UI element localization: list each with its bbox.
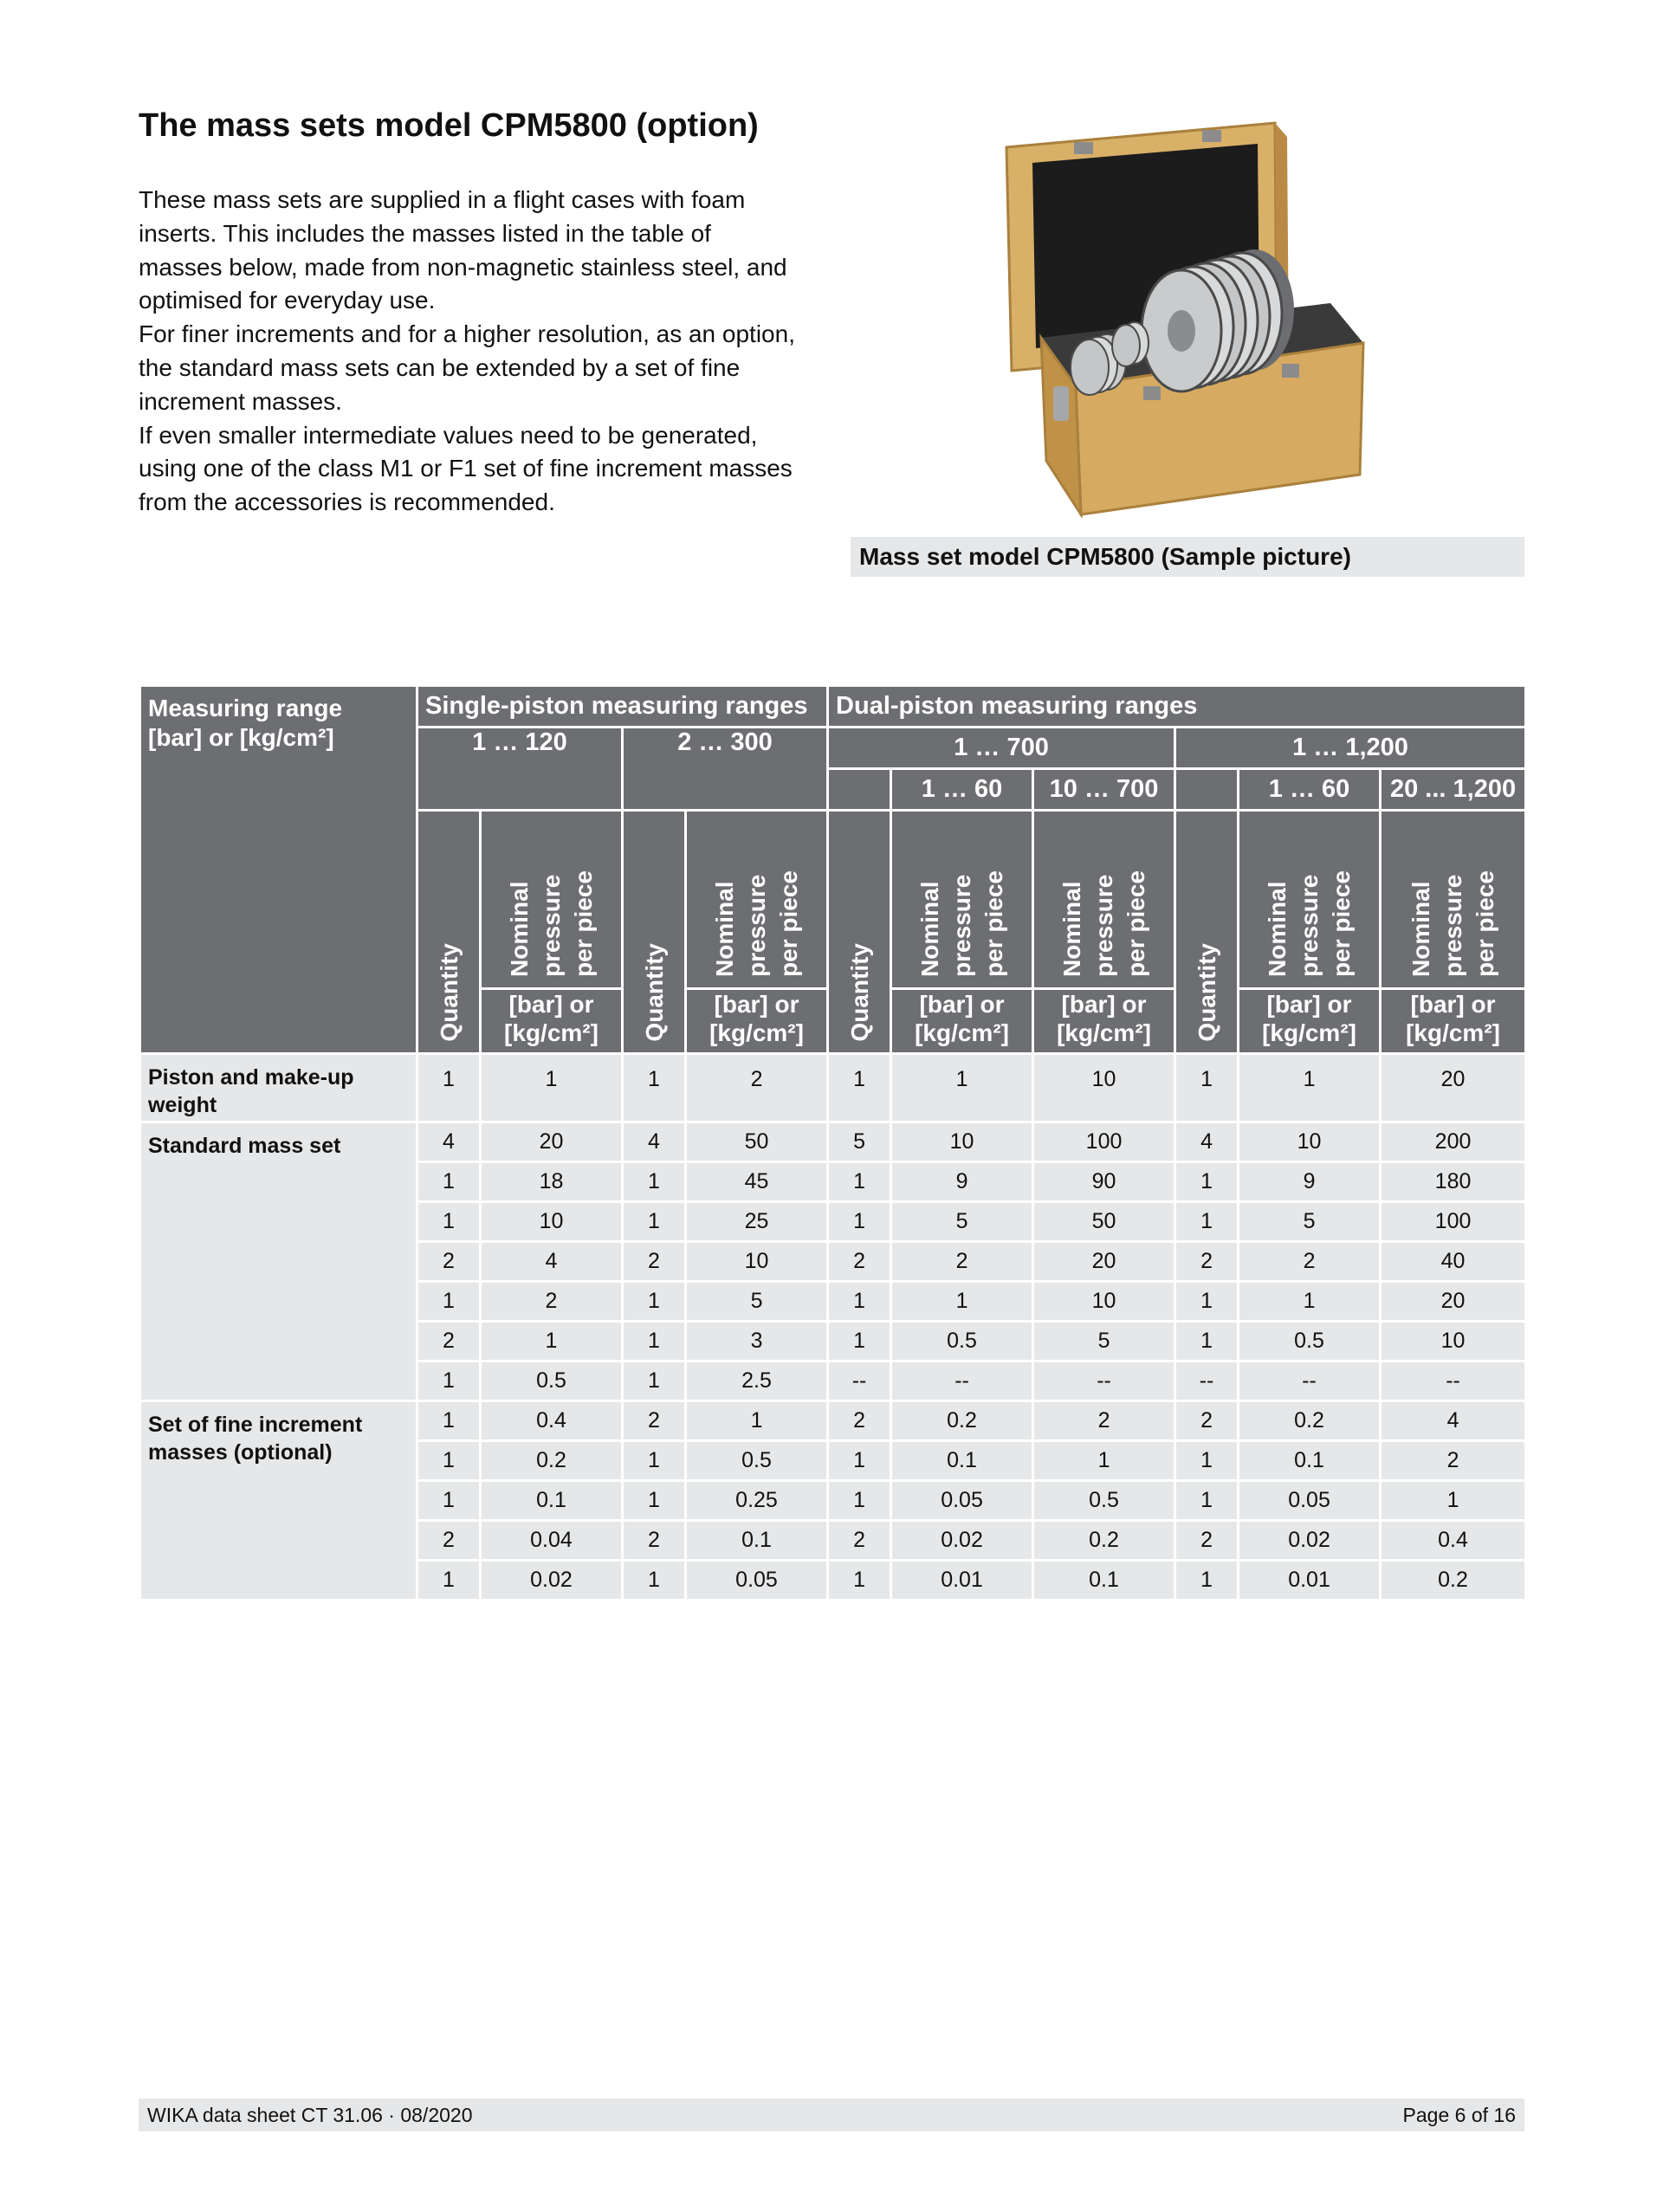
- table-cell: 2: [1175, 1521, 1239, 1561]
- dual-piston-header: Dual-piston measuring ranges: [828, 686, 1526, 728]
- table-cell: 1: [828, 1441, 891, 1481]
- table-cell: 1: [417, 1282, 481, 1322]
- table-cell: 2: [828, 1242, 891, 1282]
- unit-header: [bar] or [kg/cm²]: [1239, 989, 1381, 1054]
- table-cell: 1: [1381, 1481, 1526, 1521]
- table-cell: 0.1: [1033, 1561, 1175, 1601]
- intro-line: These mass sets are supplied in a flight cases with foam: [139, 186, 746, 213]
- table-cell: 2: [828, 1401, 891, 1441]
- table-row: [140, 1054, 1526, 1122]
- table-cell: 10: [1239, 1122, 1381, 1162]
- table-cell: 2: [417, 1521, 481, 1561]
- table-cell: --: [828, 1361, 891, 1401]
- table-cell: 10: [686, 1242, 828, 1282]
- subrange-header: 20 ... 1,200: [1381, 769, 1526, 811]
- subrange-spacer: [828, 769, 891, 811]
- table-cell: 0.1: [481, 1481, 623, 1521]
- table-cell: 4: [1381, 1401, 1526, 1441]
- table-cell: 1: [891, 1054, 1033, 1122]
- table-cell: --: [1381, 1361, 1526, 1401]
- intro-line: For finer increments and for a higher resolution, as an option,: [139, 320, 795, 348]
- table-cell: 50: [686, 1122, 828, 1162]
- table-cell: 4: [481, 1242, 623, 1282]
- nominal-header: Nominal pressure per piece: [1381, 811, 1526, 989]
- table-cell: 2: [481, 1282, 623, 1322]
- mass-table: [139, 684, 1527, 1601]
- unit-header: [bar] or [kg/cm²]: [481, 989, 623, 1054]
- table-cell: 1: [481, 1054, 623, 1122]
- range-header: 2 … 300: [623, 728, 828, 811]
- table-cell: 0.2: [1033, 1521, 1175, 1561]
- table-cell: 0.04: [481, 1521, 623, 1561]
- table-cell: 2: [1381, 1441, 1526, 1481]
- row-label: Standard mass set: [140, 1122, 417, 1401]
- table-cell: 180: [1381, 1162, 1526, 1202]
- page-title: The mass sets model CPM5800 (option): [139, 107, 759, 144]
- table-cell: 1: [417, 1361, 481, 1401]
- table-cell: 1: [623, 1561, 686, 1601]
- table-cell: 1: [417, 1202, 481, 1242]
- table-cell: 0.02: [481, 1561, 623, 1601]
- intro-line: increment masses.: [139, 387, 342, 415]
- table-cell: 200: [1381, 1122, 1526, 1162]
- measuring-range-header: [140, 686, 417, 1054]
- table-cell: 1: [1175, 1561, 1239, 1601]
- table-row: [140, 1122, 1526, 1162]
- table-cell: 0.5: [891, 1322, 1033, 1361]
- table-cell: 10: [1033, 1054, 1175, 1122]
- nominal-header: Nominal pressure per piece: [481, 811, 623, 989]
- table-cell: 1: [481, 1322, 623, 1361]
- row-label: Piston and make-up weight: [140, 1054, 417, 1122]
- table-cell: 5: [891, 1202, 1033, 1242]
- table-cell: 2: [623, 1401, 686, 1441]
- table-cell: 5: [828, 1122, 891, 1162]
- table-cell: 1: [1175, 1282, 1239, 1322]
- unit-header: [bar] or [kg/cm²]: [1381, 989, 1526, 1054]
- figure-caption: Mass set model CPM5800 (Sample picture): [851, 537, 1524, 577]
- table-cell: 10: [1033, 1282, 1175, 1322]
- table-cell: 50: [1033, 1202, 1175, 1242]
- table-cell: 2: [1033, 1401, 1175, 1441]
- table-cell: 20: [481, 1122, 623, 1162]
- table-cell: 18: [481, 1162, 623, 1202]
- table-cell: 40: [1381, 1242, 1526, 1282]
- nominal-header: Nominal pressure per piece: [1033, 811, 1175, 989]
- table-cell: 1: [417, 1481, 481, 1521]
- footer-page-number: Page 6 of 16: [1402, 2104, 1516, 2126]
- intro-line: the standard mass sets can be extended by a set of fine: [139, 353, 741, 381]
- table-cell: 0.2: [1239, 1401, 1381, 1441]
- table-cell: 4: [623, 1122, 686, 1162]
- table-cell: 1: [623, 1282, 686, 1322]
- table-cell: 2: [1175, 1242, 1239, 1282]
- table-cell: 2: [623, 1521, 686, 1561]
- table-cell: --: [1175, 1361, 1239, 1401]
- table-cell: 1: [1239, 1282, 1381, 1322]
- table-cell: 1: [1175, 1441, 1239, 1481]
- table-cell: 9: [1239, 1162, 1381, 1202]
- table-cell: 20: [1381, 1054, 1526, 1122]
- quantity-header: Quantity: [828, 811, 891, 1054]
- table-cell: 0.1: [891, 1441, 1033, 1481]
- table-cell: 1: [417, 1162, 481, 1202]
- intro-line: If even smaller intermediate values need to be generated,: [139, 421, 758, 449]
- row-label: Set of fine increment masses (optional): [140, 1401, 417, 1601]
- table-cell: 45: [686, 1162, 828, 1202]
- table-cell: 0.25: [686, 1481, 828, 1521]
- measuring-range-unit: [bar] or [kg/cm²]: [148, 724, 334, 751]
- table-cell: 2: [686, 1054, 828, 1122]
- table-cell: 1: [828, 1481, 891, 1521]
- table-cell: 0.2: [1381, 1561, 1526, 1601]
- table-cell: 2: [623, 1242, 686, 1282]
- table-cell: 9: [891, 1162, 1033, 1202]
- table-cell: 5: [686, 1282, 828, 1322]
- unit-header: [bar] or [kg/cm²]: [891, 989, 1033, 1054]
- measuring-range-label: Measuring range: [148, 695, 343, 721]
- table-cell: 2: [417, 1242, 481, 1282]
- unit-header: [bar] or [kg/cm²]: [686, 989, 828, 1054]
- subrange-header: 1 … 60: [1239, 769, 1381, 811]
- table-cell: 4: [417, 1122, 481, 1162]
- table-cell: 1: [828, 1202, 891, 1242]
- table-cell: 0.4: [1381, 1521, 1526, 1561]
- page-footer: [139, 2099, 1524, 2131]
- table-cell: 1: [828, 1322, 891, 1361]
- latch-icon: [1143, 386, 1161, 400]
- table-body: [140, 1054, 1526, 1601]
- table-cell: 0.5: [1033, 1481, 1175, 1521]
- table-cell: 1: [623, 1054, 686, 1122]
- table-cell: 100: [1381, 1202, 1526, 1242]
- table-cell: 2: [1239, 1242, 1381, 1282]
- table-cell: 0.02: [891, 1521, 1033, 1561]
- quantity-header: Quantity: [417, 811, 481, 1054]
- table-cell: 1: [686, 1401, 828, 1441]
- nominal-header: Nominal pressure per piece: [686, 811, 828, 989]
- table-row: [140, 1401, 1526, 1441]
- table-cell: 1: [1175, 1481, 1239, 1521]
- table-cell: 1: [623, 1481, 686, 1521]
- table-cell: 10: [1381, 1322, 1526, 1361]
- table-cell: 0.2: [481, 1441, 623, 1481]
- nominal-header: Nominal pressure per piece: [1239, 811, 1381, 989]
- table-cell: 100: [1033, 1122, 1175, 1162]
- table-cell: 2: [417, 1322, 481, 1361]
- table-cell: 0.5: [481, 1361, 623, 1401]
- table-cell: 25: [686, 1202, 828, 1242]
- table-cell: 2.5: [686, 1361, 828, 1401]
- table-cell: 1: [623, 1202, 686, 1242]
- table-cell: 4: [1175, 1122, 1239, 1162]
- table-cell: 1: [1175, 1202, 1239, 1242]
- table-cell: 0.1: [1239, 1441, 1381, 1481]
- table-cell: 0.01: [891, 1561, 1033, 1601]
- table-cell: 0.01: [1239, 1561, 1381, 1601]
- range-header: 1 … 120: [417, 728, 623, 811]
- table-cell: 2: [828, 1521, 891, 1561]
- table-cell: 1: [1175, 1322, 1239, 1361]
- nominal-header: Nominal pressure per piece: [891, 811, 1033, 989]
- table-cell: 0.05: [1239, 1481, 1381, 1521]
- table-cell: 1: [623, 1441, 686, 1481]
- header-row-groups: [140, 686, 1526, 728]
- table-cell: 0.1: [686, 1521, 828, 1561]
- footer-doc-id: WIKA data sheet CT 31.06 · 08/2020: [147, 2104, 473, 2126]
- table-cell: 1: [417, 1401, 481, 1441]
- table-cell: 1: [828, 1561, 891, 1601]
- table-cell: 0.5: [686, 1441, 828, 1481]
- intro-paragraph: [139, 184, 823, 520]
- table-cell: 0.05: [891, 1481, 1033, 1521]
- table-cell: 1: [417, 1561, 481, 1601]
- table-cell: 20: [1033, 1242, 1175, 1282]
- table-cell: --: [891, 1361, 1033, 1401]
- table-cell: --: [1033, 1361, 1175, 1401]
- table-cell: 1: [417, 1054, 481, 1122]
- mass-set-photo: [996, 111, 1377, 518]
- table-cell: 0.2: [891, 1401, 1033, 1441]
- subrange-spacer: [1175, 769, 1239, 811]
- case-handle-icon: [1053, 386, 1069, 421]
- table-cell: 2: [1175, 1401, 1239, 1441]
- table-cell: 1: [1239, 1054, 1381, 1122]
- table-cell: 0.02: [1239, 1521, 1381, 1561]
- table-cell: 1: [828, 1162, 891, 1202]
- table-cell: 1: [623, 1361, 686, 1401]
- table-cell: 1: [1175, 1054, 1239, 1122]
- range-header: 1 … 700: [828, 728, 1175, 769]
- table-cell: 1: [623, 1322, 686, 1361]
- table-cell: 1: [623, 1162, 686, 1202]
- table-cell: --: [1239, 1361, 1381, 1401]
- table-cell: 1: [417, 1441, 481, 1481]
- lid-latch-icon: [1074, 142, 1093, 154]
- single-piston-header: Single-piston measuring ranges: [417, 686, 828, 728]
- quantity-header: Quantity: [1175, 811, 1239, 1054]
- intro-line: masses below, made from non-magnetic stainless steel, and: [139, 253, 787, 281]
- range-header: 1 … 1,200: [1175, 728, 1526, 769]
- subrange-header: 10 … 700: [1033, 769, 1175, 811]
- intro-line: optimised for everyday use.: [139, 287, 436, 314]
- subrange-header: 1 … 60: [891, 769, 1033, 811]
- table-cell: 90: [1033, 1162, 1175, 1202]
- table-cell: 0.5: [1239, 1322, 1381, 1361]
- table-cell: 0.4: [481, 1401, 623, 1441]
- table-cell: 10: [481, 1202, 623, 1242]
- intro-line: from the accessories is recommended.: [139, 488, 555, 516]
- table-cell: 5: [1033, 1322, 1175, 1361]
- table-cell: 1: [828, 1054, 891, 1122]
- unit-header: [bar] or [kg/cm²]: [1033, 989, 1175, 1054]
- intro-line: using one of the class M1 or F1 set of fine increment masses: [139, 455, 793, 482]
- table-cell: 3: [686, 1322, 828, 1361]
- table-cell: 1: [1033, 1441, 1175, 1481]
- table-cell: 5: [1239, 1202, 1381, 1242]
- table-cell: 1: [891, 1282, 1033, 1322]
- table-cell: 1: [828, 1282, 891, 1322]
- table-cell: 10: [891, 1122, 1033, 1162]
- quantity-header: Quantity: [623, 811, 686, 1054]
- table-cell: 2: [891, 1242, 1033, 1282]
- intro-line: inserts. This includes the masses listed in the table of: [139, 219, 711, 247]
- table-cell: 1: [1175, 1162, 1239, 1202]
- table-cell: 0.05: [686, 1561, 828, 1601]
- table-cell: 20: [1381, 1282, 1526, 1322]
